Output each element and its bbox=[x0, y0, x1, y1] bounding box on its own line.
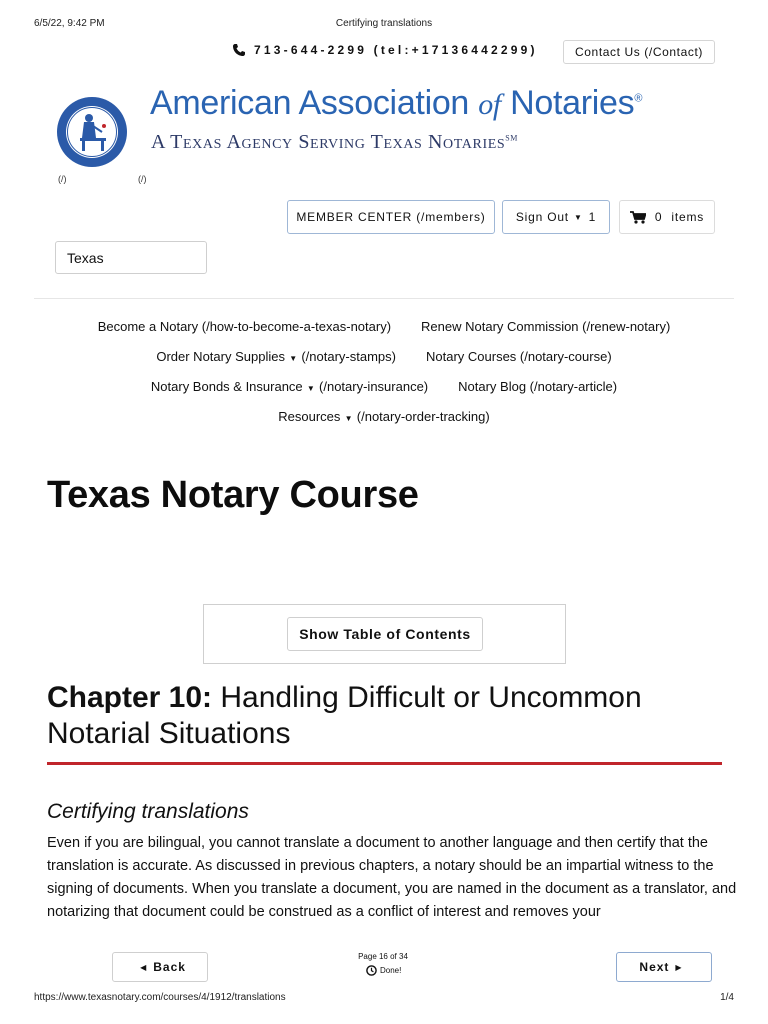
sign-out-label: Sign Out bbox=[515, 210, 569, 224]
brand-name[interactable] bbox=[150, 84, 642, 123]
cart-button[interactable] bbox=[619, 200, 715, 234]
chapter-heading bbox=[47, 680, 727, 752]
brand-name-end: Notaries bbox=[500, 84, 635, 122]
sign-out-button[interactable] bbox=[502, 200, 610, 234]
page-title: Texas Notary Course bbox=[47, 474, 419, 516]
nav-notary-courses[interactable]: Notary Courses (/notary-course) bbox=[425, 349, 612, 364]
chapter-label: Chapter 10: bbox=[47, 681, 213, 714]
state-selector[interactable]: Texas bbox=[55, 241, 207, 274]
nav-resources-link: (/notary-order-tracking) bbox=[356, 409, 490, 424]
main-nav-row-4 bbox=[0, 409, 768, 424]
done-status bbox=[366, 965, 401, 976]
service-mark: SM bbox=[505, 133, 519, 143]
seal-logo[interactable] bbox=[56, 96, 128, 168]
nav-order-supplies-link: (/notary-stamps) bbox=[301, 349, 396, 364]
brand-tagline bbox=[151, 131, 518, 154]
nav-become-notary[interactable]: Become a Notary (/how-to-become-a-texas-notary) bbox=[97, 319, 392, 334]
page-indicator: Page 16 of 34 bbox=[358, 952, 408, 961]
back-button[interactable] bbox=[112, 952, 208, 982]
nav-order-supplies[interactable] bbox=[156, 349, 396, 364]
caret-down-icon: ▼ bbox=[342, 414, 355, 423]
show-toc-button[interactable]: Show Table of Contents bbox=[287, 617, 483, 651]
nav-bonds-insurance[interactable] bbox=[151, 379, 428, 394]
brand-name-start: American Association bbox=[150, 84, 479, 122]
nav-resources[interactable] bbox=[278, 409, 489, 424]
tagline-text: A Texas Agency Serving Texas Notaries bbox=[151, 131, 506, 153]
chapter-rule bbox=[47, 762, 722, 765]
print-page-number: 1/4 bbox=[720, 992, 734, 1003]
brand-home-link[interactable]: (/) bbox=[138, 174, 147, 184]
nav-order-supplies-label: Order Notary Supplies bbox=[156, 349, 285, 364]
cart-label: items bbox=[671, 210, 705, 224]
phone-icon bbox=[232, 43, 246, 57]
arrow-right-icon: ▶ bbox=[675, 962, 683, 972]
phone-number: 713-644-2299 (tel:+17136442299) bbox=[254, 43, 538, 57]
print-title: Certifying translations bbox=[335, 18, 433, 29]
nav-resources-label: Resources bbox=[278, 409, 341, 424]
contact-button[interactable]: Contact Us (/Contact) bbox=[563, 40, 715, 64]
chapter-title: Handling Difficult or Uncommon Notarial Situations bbox=[47, 681, 642, 750]
print-date: 6/5/22, 9:42 PM bbox=[34, 18, 105, 29]
brand-name-of: of bbox=[478, 88, 501, 121]
print-url: https://www.texasnotary.com/courses/4/1912/translations bbox=[34, 992, 286, 1003]
back-label: Back bbox=[153, 960, 186, 974]
arrow-left-icon: ◀ bbox=[140, 962, 148, 972]
caret-down-icon: ▼ bbox=[573, 212, 583, 222]
nav-bonds-link: (/notary-insurance) bbox=[319, 379, 429, 394]
logo-home-link[interactable]: (/) bbox=[58, 174, 67, 184]
nav-renew-commission[interactable]: Renew Notary Commission (/renew-notary) bbox=[421, 319, 671, 334]
next-label: Next bbox=[639, 960, 670, 974]
cart-count: 0 bbox=[654, 210, 663, 224]
registered-mark: ® bbox=[634, 92, 643, 105]
header-divider bbox=[34, 298, 734, 299]
caret-down-icon: ▼ bbox=[286, 354, 300, 363]
cart-icon bbox=[630, 211, 646, 224]
section-body: Even if you are bilingual, you cannot translate a document to another language and then certify that the translation is accurate. As discussed in previous chapters, a notary should be an impartial witness to the signing of documents. When you translate a document, you are named in the document as a translator, and notarizing that document could be construed as a conflict of interest and removes your bbox=[47, 835, 737, 920]
main-nav-row-2 bbox=[0, 349, 768, 364]
done-label: Done! bbox=[380, 966, 402, 975]
check-circle-icon bbox=[366, 965, 377, 976]
nav-bonds-label: Notary Bonds & Insurance bbox=[150, 379, 303, 394]
phone-link[interactable] bbox=[232, 43, 538, 57]
nav-notary-blog[interactable]: Notary Blog (/notary-article) bbox=[458, 379, 618, 394]
main-nav-row-1 bbox=[0, 319, 768, 334]
main-nav-row-3 bbox=[0, 379, 768, 394]
next-button[interactable] bbox=[616, 952, 712, 982]
sign-out-count: 1 bbox=[588, 210, 597, 224]
section-title: Certifying translations bbox=[47, 800, 249, 823]
caret-down-icon: ▼ bbox=[304, 384, 318, 393]
member-center-button[interactable]: MEMBER CENTER (/members) bbox=[287, 200, 495, 234]
